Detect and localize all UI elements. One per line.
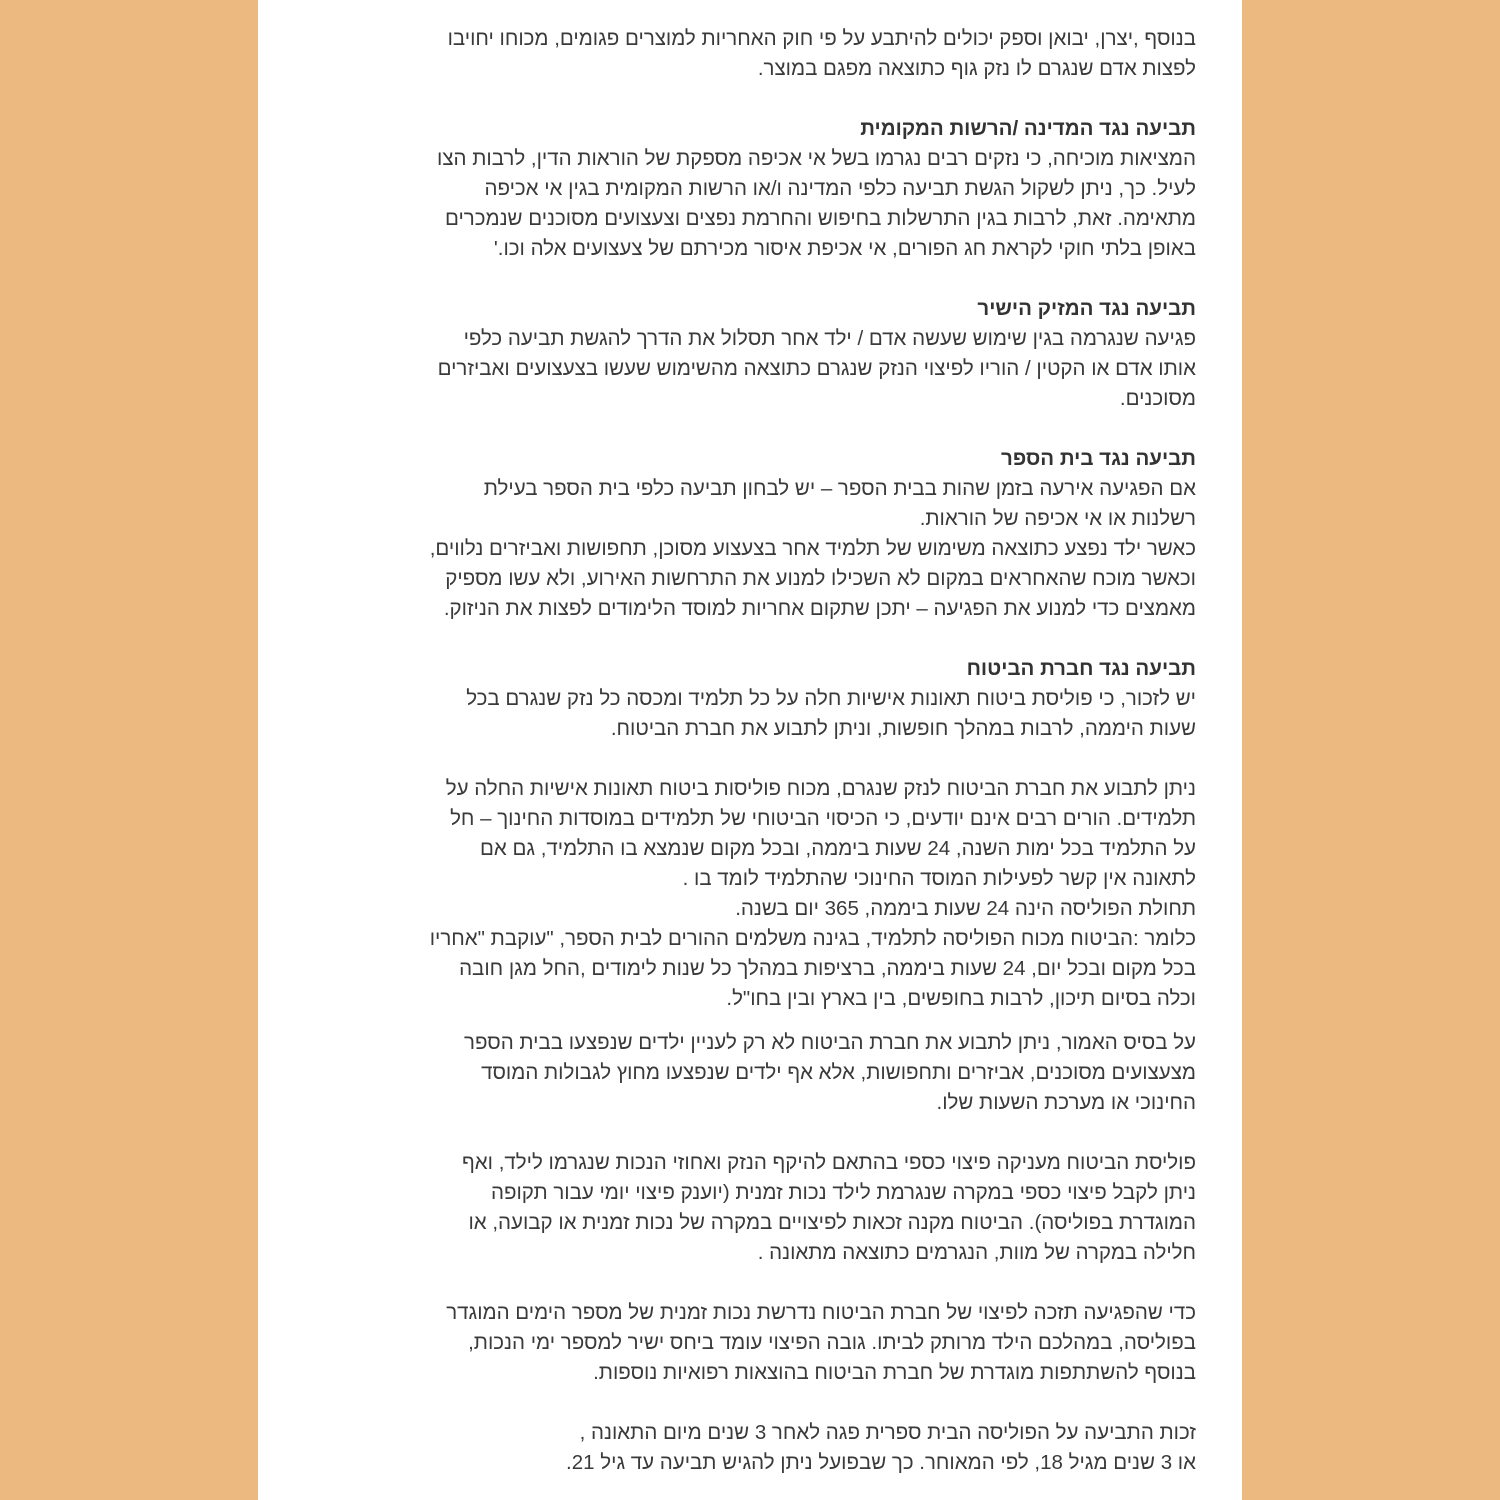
paragraph	[296, 24, 1196, 84]
text-line: כאשר ילד נפצע כתוצאה משימוש של תלמיד אחר בצעצוע מסוכן, תחפושות ואביזרים נלווים,	[429, 537, 1196, 560]
paragraph	[296, 1298, 1196, 1388]
text-line: כלומר :הביטוח מכוח הפוליסה לתלמיד, בגינה משלמים ההורים לבית הספר, "עוקבת "אחריו	[429, 927, 1196, 950]
text-line: אם הפגיעה אירעה בזמן שהות בבית הספר – יש לבחון תביעה כלפי בית הספר בעילת	[483, 477, 1196, 500]
text-line: יש לזכור, כי פוליסת ביטוח תאונות אישיות חלה על כל תלמיד ומכסה כל נזק שנגרם בכל	[466, 687, 1196, 710]
text-line: תחולת הפוליסה הינה 24 שעות ביממה, 365 יום בשנה.	[735, 897, 1196, 920]
paragraph	[296, 1028, 1196, 1118]
text-line: לתאונה אין קשר לפעילות המוסד החינוכי שהתלמיד לומד בו .	[682, 867, 1196, 890]
text-line: המציאות מוכיחה, כי נזקים רבים נגרמו בשל אי אכיפה מספקת של הוראות הדין, לרבות הצו	[437, 147, 1196, 170]
document-page	[258, 0, 1242, 1500]
text-line: ניתן לקבל פיצוי כספי במקרה שנגרמת לילד נכות זמנית (יוענק פיצוי יומי עבור תקופה	[490, 1181, 1196, 1204]
text-line: זכות התביעה על הפוליסה הבית ספרית פגה לאחר 3 שנים מיום התאונה ,	[579, 1421, 1196, 1444]
text-line: על התלמיד בכל ימות השנה, 24 שעות ביממה, ובכל מקום שנמצא בו התלמיד, גם אם	[480, 837, 1196, 860]
text-line: בכל מקום ובכל יום, 24 שעות ביממה, ברציפות במהלך כל שנות לימודים ,החל מגן חובה	[459, 957, 1196, 980]
paragraph	[296, 324, 1196, 414]
text-line: או 3 שנים מגיל 18, לפי המאוחר. כך שבפועל ניתן להגיש תביעה עד גיל 21.	[566, 1451, 1196, 1474]
text-line: בפוליסה, במהלכם הילד מרותק לביתו. גובה הפיצוי עומד ביחס ישיר למספר ימי הנכות,	[468, 1331, 1196, 1354]
text-line: ניתן לתבוע את חברת הביטוח לנזק שנגרם, מכוח פוליסות ביטוח תאונות אישיות החלה על	[445, 777, 1196, 800]
text-line: וכלה בסיום תיכון, לרבות בחופשים, בין בארץ ובין בחו"ל.	[726, 987, 1196, 1010]
text-line: החינוכי או מערכת השעות שלו.	[936, 1091, 1196, 1114]
section-heading: תביעה נגד בית הספר	[1001, 447, 1196, 470]
text-line: המוגדרת בפוליסה). הביטוח מקנה זכאות לפיצויים במקרה של נכות זמנית או קבועה, או	[468, 1211, 1196, 1234]
paragraph	[296, 1148, 1196, 1268]
text-line: בנוסף להשתתפות מוגדרת של חברת הביטוח בהוצאות רפואיות נוספות.	[593, 1361, 1196, 1384]
paragraph	[296, 474, 1196, 624]
section-heading: תביעה נגד המדינה /הרשות המקומית	[860, 117, 1196, 140]
paragraph	[296, 1418, 1196, 1478]
text-line: בנוסף ,יצרן, יבואן וספק יכולים להיתבע על פי חוק האחריות למוצרים פגומים, מכוחו יחויבו	[447, 27, 1196, 50]
text-line: רשלנות או אי אכיפה של הוראות.	[919, 507, 1196, 530]
text-line: פוליסת הביטוח מעניקה פיצוי כספי בהתאם להיקף הנזק ואחוזי הנכות שנגרמו לילד, ואף	[462, 1151, 1196, 1174]
text-line: על בסיס האמור, ניתן לתבוע את חברת הביטוח לא רק לעניין ילדים שנפצעו בבית הספר	[464, 1031, 1196, 1054]
text-line: באופן בלתי חוקי לקראת חג הפורים, אי אכיפת איסור מכירתם של צעצועים אלה וכו.'	[493, 237, 1196, 260]
text-line: כדי שהפגיעה תזכה לפיצוי של חברת הביטוח נדרשת נכות זמנית של מספר הימים המוגדר	[446, 1301, 1196, 1324]
text-line: שעות היממה, לרבות במהלך חופשות, וניתן לתבוע את חברת הביטוח.	[610, 717, 1196, 740]
text-line: וכאשר מוכח שהאחראים במקום לא השכילו למנוע את התרחשות האירוע, ולא עשו מספיק	[445, 567, 1196, 590]
section-heading: תביעה נגד המזיק הישיר	[977, 297, 1196, 320]
text-line: מתאימה. זאת, לרבות בגין התרשלות בחיפוש והחרמת נפצים וצעצועים מסוכנים שנמכרים	[444, 207, 1196, 230]
text-line: חלילה במקרה של מוות, הנגרמים כתוצאה מתאונה .	[757, 1241, 1196, 1264]
paragraph	[296, 144, 1196, 264]
text-line: פגיעה שנגרמה בגין שימוש שעשה אדם / ילד אחר תסלול את הדרך להגשת תביעה כלפי	[463, 327, 1196, 350]
text-line: אותו אדם או הקטין / הוריו לפיצוי הנזק שנגרם כתוצאה מהשימוש שעשו בצעצועים ואביזרים	[437, 357, 1196, 380]
text-line: לעיל. כך, ניתן לשקול הגשת תביעה כלפי המדינה ו/או הרשות המקומית בגין אי אכיפה	[484, 177, 1196, 200]
text-line: מצעצועים מסוכנים, אביזרים ותחפושות, אלא אף ילדים שנפצעו מחוץ לגבולות המוסד	[481, 1061, 1196, 1084]
paragraph	[296, 684, 1196, 744]
text-line: תלמידים. הורים רבים אינם יודעים, כי הכיסוי הביטוחי של תלמידים במוסדות החינוך – חל	[450, 807, 1196, 830]
text-line: מאמצים כדי למנוע את הפגיעה – יתכן שתקום אחריות למוסד הלימודים לפצות את הניזוק.	[443, 597, 1196, 620]
paragraph	[296, 774, 1196, 1014]
text-line: מסוכנים.	[1119, 387, 1196, 410]
text-line: לפצות אדם שנגרם לו נזק גוף כתוצאה מפגם במוצר.	[757, 57, 1196, 80]
section-heading: תביעה נגד חברת הביטוח	[966, 657, 1196, 680]
